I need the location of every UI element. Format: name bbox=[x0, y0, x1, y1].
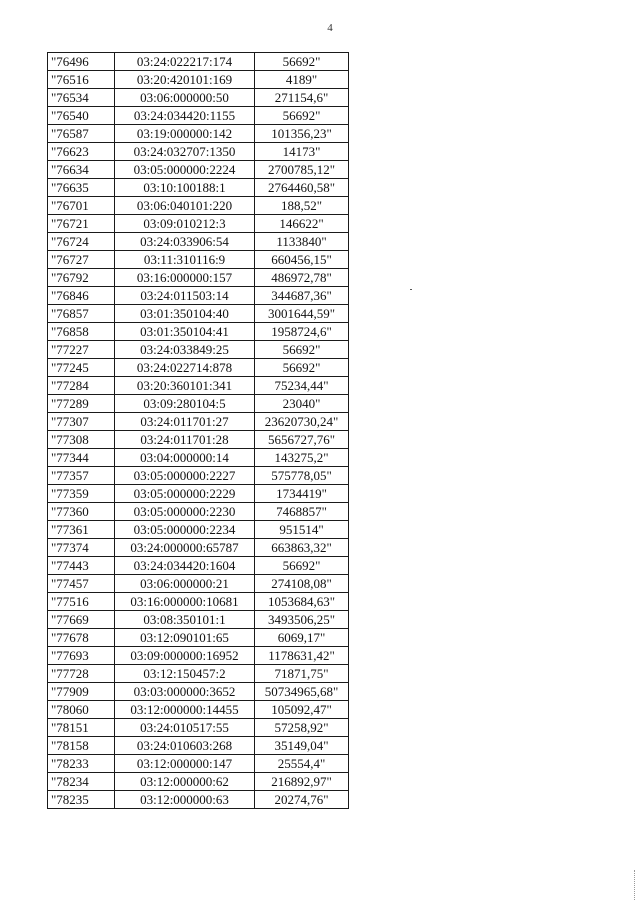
object-id-cell: "76727 bbox=[48, 251, 115, 269]
object-id-cell: "78233 bbox=[48, 755, 115, 773]
object-id-cell: "76635 bbox=[48, 179, 115, 197]
table-row bbox=[48, 503, 349, 521]
cadastral-value-cell: 4189" bbox=[255, 71, 349, 89]
object-id-cell: "77374 bbox=[48, 539, 115, 557]
cadastral-number-cell: 03:06:000000:21 bbox=[115, 575, 255, 593]
cadastral-number-cell: 03:03:000000:3652 bbox=[115, 683, 255, 701]
cadastral-number-cell: 03:05:000000:2234 bbox=[115, 521, 255, 539]
table-row bbox=[48, 539, 349, 557]
table-row bbox=[48, 719, 349, 737]
table-row bbox=[48, 611, 349, 629]
table-row bbox=[48, 791, 349, 809]
table-row bbox=[48, 251, 349, 269]
object-id-cell: "76857 bbox=[48, 305, 115, 323]
object-id-cell: "76623 bbox=[48, 143, 115, 161]
object-id-cell: "76701 bbox=[48, 197, 115, 215]
object-id-cell: "77289 bbox=[48, 395, 115, 413]
object-id-cell: "76587 bbox=[48, 125, 115, 143]
cadastral-number-cell: 03:24:011701:27 bbox=[115, 413, 255, 431]
scan-edge-marks bbox=[634, 870, 636, 900]
object-id-cell: "76792 bbox=[48, 269, 115, 287]
object-id-cell: "76721 bbox=[48, 215, 115, 233]
table-row bbox=[48, 557, 349, 575]
object-id-cell: "77359 bbox=[48, 485, 115, 503]
cadastral-number-cell: 03:12:000000:147 bbox=[115, 755, 255, 773]
cadastral-value-cell: 1734419" bbox=[255, 485, 349, 503]
cadastral-value-cell: 3493506,25" bbox=[255, 611, 349, 629]
object-id-cell: "77344 bbox=[48, 449, 115, 467]
table-row bbox=[48, 377, 349, 395]
cadastral-value-cell: 57258,92" bbox=[255, 719, 349, 737]
table-row bbox=[48, 143, 349, 161]
object-id-cell: "77284 bbox=[48, 377, 115, 395]
cadastral-number-cell: 03:16:000000:157 bbox=[115, 269, 255, 287]
cadastral-number-cell: 03:05:000000:2230 bbox=[115, 503, 255, 521]
cadastral-value-cell: 274108,08" bbox=[255, 575, 349, 593]
cadastral-number-cell: 03:10:100188:1 bbox=[115, 179, 255, 197]
object-id-cell: "76540 bbox=[48, 107, 115, 125]
cadastral-number-cell: 03:06:040101:220 bbox=[115, 197, 255, 215]
table-row bbox=[48, 71, 349, 89]
object-id-cell: "77678 bbox=[48, 629, 115, 647]
cadastral-value-cell: 75234,44" bbox=[255, 377, 349, 395]
cadastral-number-cell: 03:20:360101:341 bbox=[115, 377, 255, 395]
cadastral-value-cell: 271154,6" bbox=[255, 89, 349, 107]
object-id-cell: "76534 bbox=[48, 89, 115, 107]
cadastral-number-cell: 03:05:000000:2224 bbox=[115, 161, 255, 179]
cadastral-value-cell: 56692" bbox=[255, 53, 349, 71]
object-id-cell: "78235 bbox=[48, 791, 115, 809]
cadastral-number-cell: 03:16:000000:10681 bbox=[115, 593, 255, 611]
cadastral-value-cell: 56692" bbox=[255, 341, 349, 359]
cadastral-number-cell: 03:12:000000:62 bbox=[115, 773, 255, 791]
table-row bbox=[48, 107, 349, 125]
object-id-cell: "76496 bbox=[48, 53, 115, 71]
table-row bbox=[48, 53, 349, 71]
table-row bbox=[48, 89, 349, 107]
cadastral-value-cell: 188,52" bbox=[255, 197, 349, 215]
object-id-cell: "76858 bbox=[48, 323, 115, 341]
cadastral-value-cell: 35149,04" bbox=[255, 737, 349, 755]
cadastral-value-cell: 951514" bbox=[255, 521, 349, 539]
cadastral-number-cell: 03:05:000000:2227 bbox=[115, 467, 255, 485]
object-id-cell: "76846 bbox=[48, 287, 115, 305]
table-row bbox=[48, 647, 349, 665]
table-row bbox=[48, 431, 349, 449]
cadastral-value-cell: 105092,47" bbox=[255, 701, 349, 719]
table-row bbox=[48, 161, 349, 179]
table-row bbox=[48, 233, 349, 251]
cadastral-number-cell: 03:09:280104:5 bbox=[115, 395, 255, 413]
table-row bbox=[48, 305, 349, 323]
object-id-cell: "77693 bbox=[48, 647, 115, 665]
table-row bbox=[48, 773, 349, 791]
object-id-cell: "76516 bbox=[48, 71, 115, 89]
object-id-cell: "78234 bbox=[48, 773, 115, 791]
table-row bbox=[48, 215, 349, 233]
cadastral-value-cell: 344687,36" bbox=[255, 287, 349, 305]
cadastral-number-cell: 03:12:090101:65 bbox=[115, 629, 255, 647]
table-row bbox=[48, 467, 349, 485]
cadastral-value-table bbox=[47, 52, 349, 809]
cadastral-value-cell: 56692" bbox=[255, 107, 349, 125]
table-row bbox=[48, 701, 349, 719]
cadastral-number-cell: 03:09:000000:16952 bbox=[115, 647, 255, 665]
cadastral-value-cell: 1133840" bbox=[255, 233, 349, 251]
cadastral-value-cell: 1958724,6" bbox=[255, 323, 349, 341]
object-id-cell: "77357 bbox=[48, 467, 115, 485]
object-id-cell: "77227 bbox=[48, 341, 115, 359]
table-row bbox=[48, 269, 349, 287]
table-row bbox=[48, 485, 349, 503]
table-row bbox=[48, 341, 349, 359]
table-row bbox=[48, 125, 349, 143]
cadastral-value-cell: 7468857" bbox=[255, 503, 349, 521]
cadastral-value-cell: 23040" bbox=[255, 395, 349, 413]
cadastral-value-cell: 660456,15" bbox=[255, 251, 349, 269]
cadastral-value-cell: 50734965,68" bbox=[255, 683, 349, 701]
table-row bbox=[48, 197, 349, 215]
object-id-cell: "77909 bbox=[48, 683, 115, 701]
object-id-cell: "78158 bbox=[48, 737, 115, 755]
cadastral-number-cell: 03:08:350101:1 bbox=[115, 611, 255, 629]
object-id-cell: "76724 bbox=[48, 233, 115, 251]
table-row bbox=[48, 359, 349, 377]
cadastral-number-cell: 03:20:420101:169 bbox=[115, 71, 255, 89]
cadastral-number-cell: 03:05:000000:2229 bbox=[115, 485, 255, 503]
scan-speck bbox=[410, 289, 412, 290]
object-id-cell: "77669 bbox=[48, 611, 115, 629]
cadastral-value-cell: 56692" bbox=[255, 557, 349, 575]
cadastral-number-cell: 03:24:010517:55 bbox=[115, 719, 255, 737]
object-id-cell: "77307 bbox=[48, 413, 115, 431]
object-id-cell: "77361 bbox=[48, 521, 115, 539]
cadastral-value-cell: 1178631,42" bbox=[255, 647, 349, 665]
table-row bbox=[48, 323, 349, 341]
table-row bbox=[48, 521, 349, 539]
table-body bbox=[48, 53, 349, 809]
cadastral-number-cell: 03:01:350104:41 bbox=[115, 323, 255, 341]
table-row bbox=[48, 287, 349, 305]
table-row bbox=[48, 575, 349, 593]
table-row bbox=[48, 179, 349, 197]
cadastral-value-cell: 2700785,12" bbox=[255, 161, 349, 179]
object-id-cell: "77443 bbox=[48, 557, 115, 575]
cadastral-number-cell: 03:24:011503:14 bbox=[115, 287, 255, 305]
object-id-cell: "78060 bbox=[48, 701, 115, 719]
object-id-cell: "77457 bbox=[48, 575, 115, 593]
cadastral-number-cell: 03:24:033906:54 bbox=[115, 233, 255, 251]
cadastral-value-cell: 663863,32" bbox=[255, 539, 349, 557]
cadastral-value-cell: 20274,76" bbox=[255, 791, 349, 809]
cadastral-value-cell: 23620730,24" bbox=[255, 413, 349, 431]
cadastral-value-cell: 6069,17" bbox=[255, 629, 349, 647]
cadastral-number-cell: 03:24:022217:174 bbox=[115, 53, 255, 71]
cadastral-number-cell: 03:24:010603:268 bbox=[115, 737, 255, 755]
cadastral-value-cell: 575778,05" bbox=[255, 467, 349, 485]
cadastral-number-cell: 03:04:000000:14 bbox=[115, 449, 255, 467]
cadastral-number-cell: 03:19:000000:142 bbox=[115, 125, 255, 143]
object-id-cell: "77728 bbox=[48, 665, 115, 683]
cadastral-number-cell: 03:24:034420:1604 bbox=[115, 557, 255, 575]
cadastral-value-cell: 2764460,58" bbox=[255, 179, 349, 197]
cadastral-value-cell: 71871,75" bbox=[255, 665, 349, 683]
cadastral-number-cell: 03:24:033849:25 bbox=[115, 341, 255, 359]
object-id-cell: "78151 bbox=[48, 719, 115, 737]
cadastral-number-cell: 03:24:011701:28 bbox=[115, 431, 255, 449]
cadastral-value-cell: 143275,2" bbox=[255, 449, 349, 467]
table-row bbox=[48, 629, 349, 647]
cadastral-number-cell: 03:24:000000:65787 bbox=[115, 539, 255, 557]
cadastral-number-cell: 03:09:010212:3 bbox=[115, 215, 255, 233]
cadastral-number-cell: 03:01:350104:40 bbox=[115, 305, 255, 323]
cadastral-number-cell: 03:11:310116:9 bbox=[115, 251, 255, 269]
cadastral-value-cell: 216892,97" bbox=[255, 773, 349, 791]
object-id-cell: "77516 bbox=[48, 593, 115, 611]
cadastral-number-cell: 03:24:022714:878 bbox=[115, 359, 255, 377]
object-id-cell: "77360 bbox=[48, 503, 115, 521]
object-id-cell: "76634 bbox=[48, 161, 115, 179]
cadastral-number-cell: 03:12:000000:14455 bbox=[115, 701, 255, 719]
cadastral-number-cell: 03:24:032707:1350 bbox=[115, 143, 255, 161]
table-row bbox=[48, 593, 349, 611]
table-row bbox=[48, 683, 349, 701]
cadastral-value-cell: 101356,23" bbox=[255, 125, 349, 143]
cadastral-value-cell: 1053684,63" bbox=[255, 593, 349, 611]
cadastral-number-cell: 03:12:000000:63 bbox=[115, 791, 255, 809]
cadastral-number-cell: 03:12:150457:2 bbox=[115, 665, 255, 683]
page-number: 4 bbox=[327, 22, 333, 34]
cadastral-number-cell: 03:06:000000:50 bbox=[115, 89, 255, 107]
cadastral-value-cell: 56692" bbox=[255, 359, 349, 377]
object-id-cell: "77245 bbox=[48, 359, 115, 377]
table-row bbox=[48, 395, 349, 413]
table-row bbox=[48, 737, 349, 755]
cadastral-value-cell: 25554,4" bbox=[255, 755, 349, 773]
cadastral-value-cell: 14173" bbox=[255, 143, 349, 161]
cadastral-value-cell: 486972,78" bbox=[255, 269, 349, 287]
table-row bbox=[48, 413, 349, 431]
table-row bbox=[48, 665, 349, 683]
cadastral-value-cell: 3001644,59" bbox=[255, 305, 349, 323]
cadastral-number-cell: 03:24:034420:1155 bbox=[115, 107, 255, 125]
table-row bbox=[48, 449, 349, 467]
cadastral-value-cell: 5656727,76" bbox=[255, 431, 349, 449]
table-row bbox=[48, 755, 349, 773]
object-id-cell: "77308 bbox=[48, 431, 115, 449]
cadastral-value-cell: 146622" bbox=[255, 215, 349, 233]
